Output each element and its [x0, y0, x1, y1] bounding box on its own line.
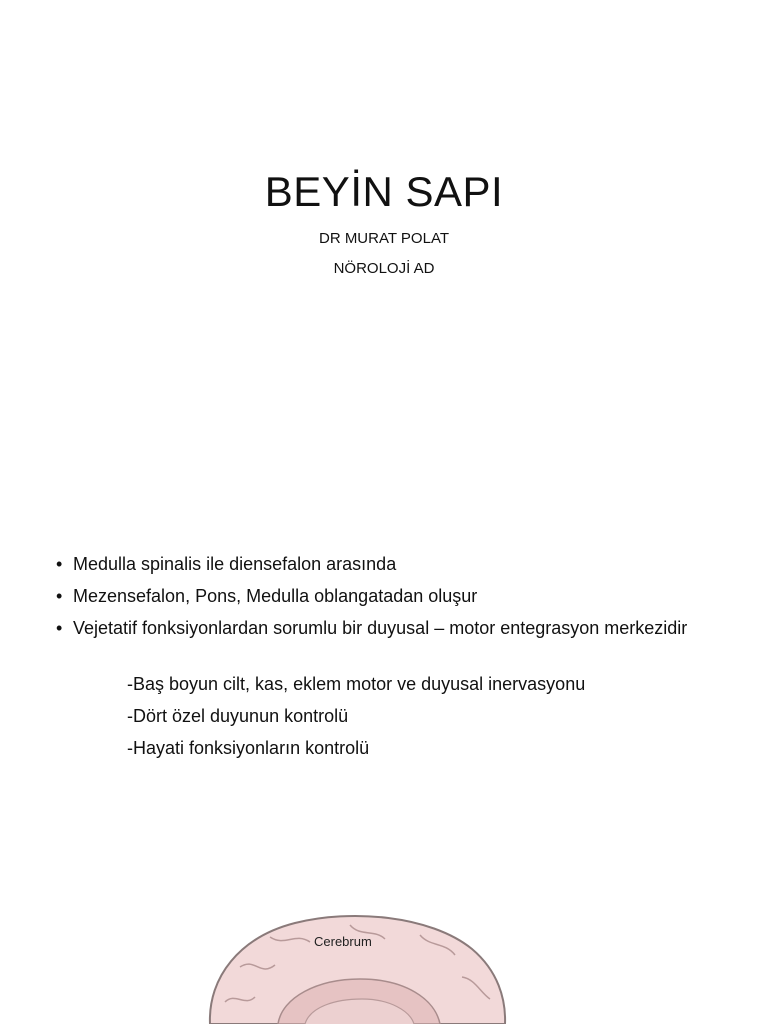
- bullet-item: [56, 552, 696, 576]
- bullet-item: [56, 616, 696, 640]
- bullet-list: [56, 552, 696, 648]
- bullet-text: Vejetatif fonksiyonlardan sorumlu bir duyusal – motor entegrasyon merkezidir: [73, 618, 688, 638]
- department-name: NÖROLOJİ AD: [333, 260, 435, 277]
- bullet-text: Medulla spinalis ile diensefalon arasında: [73, 554, 397, 574]
- bullet-item: [56, 584, 696, 608]
- sub-item: -Dört özel duyunun kontrolü: [127, 706, 349, 726]
- bullet-icon: •: [56, 618, 63, 638]
- cerebrum-label: Cerebrum: [314, 934, 372, 949]
- slide-title: BEYİN SAPI: [264, 168, 504, 215]
- content-slide: [0, 512, 768, 1024]
- author-name: DR MURAT POLAT: [318, 230, 449, 247]
- sub-item: -Baş boyun cilt, kas, eklem motor ve duyusal inervasyonu: [127, 674, 586, 694]
- bullet-icon: •: [56, 586, 63, 606]
- brain-illustration: [200, 907, 510, 1024]
- sub-item: -Hayati fonksiyonların kontrolü: [127, 738, 370, 758]
- bullet-icon: •: [56, 554, 63, 574]
- bullet-text: Mezensefalon, Pons, Medulla oblangatadan oluşur: [73, 586, 478, 606]
